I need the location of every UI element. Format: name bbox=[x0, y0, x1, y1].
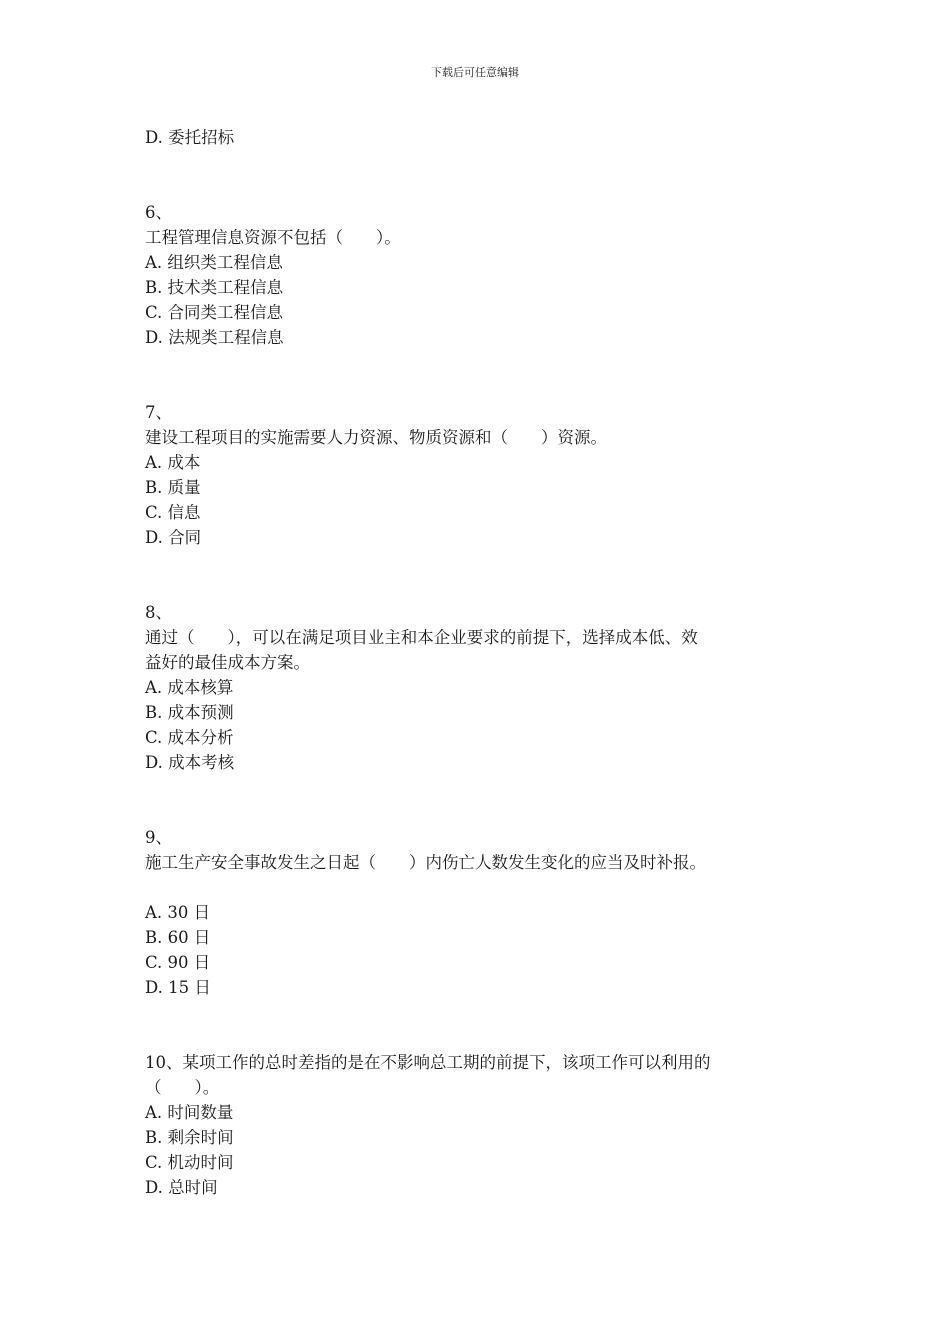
option-a: A. 成本 bbox=[145, 453, 201, 472]
option-a: A. 成本核算 bbox=[145, 678, 234, 697]
page-header: 下载后可任意编辑 bbox=[431, 66, 519, 79]
question-stem: 工程管理信息资源不包括（ ）。 bbox=[145, 228, 401, 247]
question-8 bbox=[145, 600, 805, 775]
question-number: 8、 bbox=[145, 603, 172, 622]
question-9 bbox=[145, 825, 805, 1000]
option-d: D. 合同 bbox=[145, 528, 202, 547]
question-stem: 10、某项工作的总时差指的是在不影响总工期的前提下，该项工作可以利用的 bbox=[145, 1053, 711, 1072]
question-number: 6、 bbox=[145, 203, 172, 222]
option-b: B. 成本预测 bbox=[145, 703, 234, 722]
question-stem-continued: 益好的最佳成本方案。 bbox=[145, 653, 310, 672]
option-d: D. 成本考核 bbox=[145, 753, 235, 772]
option-c: C. 信息 bbox=[145, 503, 201, 522]
question-stem: 通过（ ），可以在满足项目业主和本企业要求的前提下，选择成本低、效 bbox=[145, 628, 698, 647]
option-c: C. 合同类工程信息 bbox=[145, 303, 284, 322]
option-d: D. 15 日 bbox=[145, 978, 211, 997]
option-a: A. 30 日 bbox=[145, 903, 211, 922]
question-content bbox=[145, 125, 805, 1200]
question-number: 7、 bbox=[145, 403, 172, 422]
question-6 bbox=[145, 200, 805, 350]
question-stem-continued: （ ）。 bbox=[145, 1078, 220, 1097]
question-10 bbox=[145, 1050, 805, 1200]
option-b: B. 60 日 bbox=[145, 928, 211, 947]
option-d: D. 总时间 bbox=[145, 1178, 218, 1197]
question-number: 9、 bbox=[145, 828, 172, 847]
q5-option-d: D. 委托招标 bbox=[145, 128, 235, 147]
question-stem: 施工生产安全事故发生之日起（ ）内伤亡人数发生变化的应当及时补报。 bbox=[145, 853, 706, 872]
option-a: A. 组织类工程信息 bbox=[145, 253, 283, 272]
option-d: D. 法规类工程信息 bbox=[145, 328, 284, 347]
option-c: C. 机动时间 bbox=[145, 1153, 234, 1172]
question-7 bbox=[145, 400, 805, 550]
question-stem: 建设工程项目的实施需要人力资源、物质资源和（ ）资源。 bbox=[145, 428, 607, 447]
option-c: C. 90 日 bbox=[145, 953, 211, 972]
option-c: C. 成本分析 bbox=[145, 728, 234, 747]
option-b: B. 剩余时间 bbox=[145, 1128, 234, 1147]
option-b: B. 质量 bbox=[145, 478, 201, 497]
option-b: B. 技术类工程信息 bbox=[145, 278, 284, 297]
option-a: A. 时间数量 bbox=[145, 1103, 234, 1122]
